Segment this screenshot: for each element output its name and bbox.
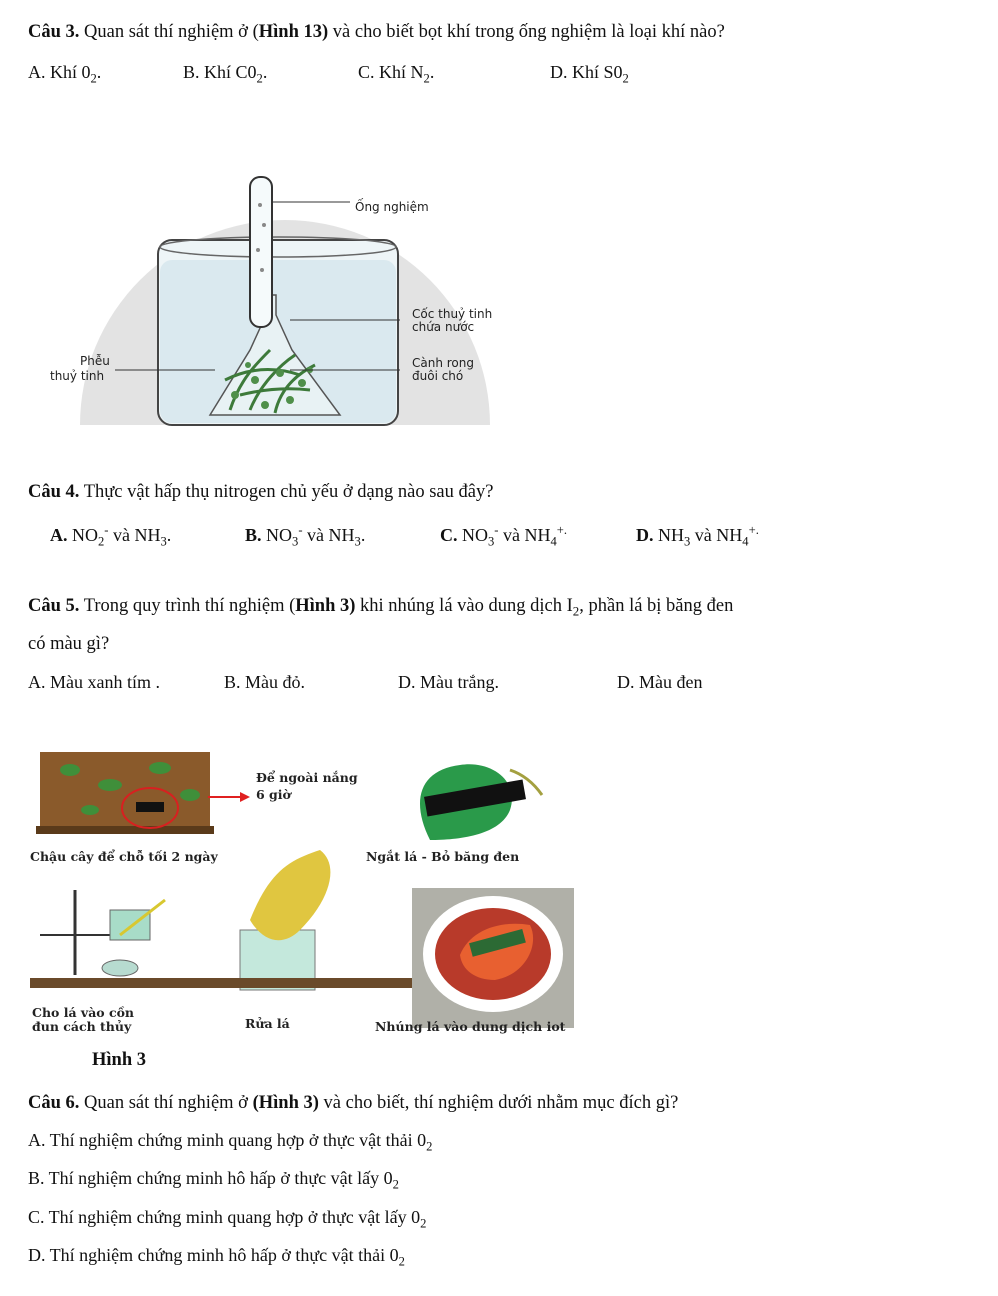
option-letter: D. — [550, 62, 568, 82]
option-d[interactable] — [550, 60, 629, 91]
option-tail: . — [96, 62, 102, 82]
figure-ref: Hình 3) — [295, 596, 356, 616]
question-text: Quan sát thí nghiệm ở — [79, 1093, 253, 1113]
formula: và NH — [302, 525, 355, 545]
option-text: C. Thí nghiệm chứng minh quang hợp ở thực vật lấy 0 — [28, 1207, 421, 1227]
question-text: Thực vật hấp thụ nitrogen chủ yếu ở dạng nào sau đây? — [79, 482, 494, 502]
pot-rim — [36, 826, 214, 834]
option-tail: . — [429, 62, 435, 82]
option-b[interactable] — [245, 518, 365, 554]
option-d[interactable]: D. Màu đen — [617, 672, 703, 692]
label-plant: Cành rong — [412, 356, 474, 370]
option-d[interactable] — [636, 518, 759, 554]
option-c[interactable] — [358, 60, 434, 91]
label-funnel: Phễu — [80, 354, 110, 368]
option-sub: 2 — [398, 1254, 405, 1269]
option-letter: D. — [636, 525, 654, 545]
formula-sub: 2 — [572, 603, 580, 619]
label-iodine: Nhúng lá vào dung dịch iot — [375, 1019, 566, 1034]
figure-caption: Hình 3 — [92, 1050, 146, 1070]
formula-sub: 4 — [742, 534, 749, 549]
bubble — [260, 268, 264, 272]
label-beaker: Cốc thuỷ tinh — [412, 307, 493, 321]
question-number: Câu 5. — [28, 596, 80, 616]
label-alcohol: đun cách thủy — [32, 1019, 132, 1034]
option-b[interactable] — [28, 1166, 399, 1197]
label-pot: Chậu cây để chỗ tối 2 ngày — [30, 849, 218, 864]
option-letter: A. — [50, 525, 68, 545]
label-wash: Rửa lá — [245, 1016, 290, 1031]
formula-sub: 3 — [488, 534, 495, 549]
option-c[interactable]: D. Màu trắng. — [398, 672, 499, 692]
formula-sub: 2 — [98, 534, 105, 549]
question-4 — [28, 480, 978, 504]
formula: và NH — [498, 525, 551, 545]
bubble — [262, 223, 266, 227]
question-text: và cho biết bọt khí trong ống nghiệm là loại khí nào? — [328, 22, 725, 42]
option-a[interactable]: A. Màu xanh tím . — [28, 672, 160, 692]
label-sunlight: Để ngoài nắng — [256, 770, 358, 785]
test-tube-icon — [250, 177, 272, 327]
formula: và NH — [108, 525, 161, 545]
label-funnel: thuỷ tinh — [50, 369, 105, 383]
option-d[interactable] — [28, 1243, 405, 1274]
bubble — [256, 248, 260, 252]
question-number: Câu 4. — [28, 482, 80, 502]
formula-sub: 3 — [354, 534, 361, 549]
option-sub: 2 — [392, 1177, 399, 1192]
formula-sup: +. — [556, 523, 568, 537]
formula: NO — [266, 525, 293, 545]
option-letter: B. — [245, 525, 262, 545]
option-a[interactable] — [28, 60, 101, 91]
arrow-head-icon — [240, 792, 250, 802]
question-number: Câu 3. — [28, 22, 80, 42]
formula-sup: - — [298, 523, 303, 537]
option-b[interactable] — [183, 60, 267, 91]
option-sub: 2 — [622, 71, 629, 86]
question-3 — [28, 20, 978, 44]
option-a[interactable] — [28, 1128, 432, 1159]
formula-sup: - — [104, 523, 109, 537]
table — [30, 978, 180, 988]
formula: NO — [72, 525, 98, 545]
formula-sub: 3 — [292, 534, 299, 549]
formula: NH — [658, 525, 684, 545]
option-sub: 2 — [423, 71, 430, 86]
label-sunlight: 6 giờ — [256, 787, 291, 802]
label-beaker: chứa nước — [412, 320, 475, 334]
formula-sup: +. — [748, 523, 759, 537]
leaf-experiment-diagram — [30, 740, 610, 1040]
table — [180, 978, 440, 988]
label-leaf: Ngắt lá - Bỏ băng đen — [366, 849, 520, 864]
figure-3 — [30, 740, 610, 1040]
option-text: A. Thí nghiệm chứng minh quang hợp ở thực vật thải 0 — [28, 1130, 427, 1150]
question-text: khi nhúng lá vào dung dịch I — [355, 596, 573, 616]
option-text: D. Thí nghiệm chứng minh hô hấp ở thực vật thải 0 — [28, 1245, 399, 1265]
option-text: Khí S0 — [572, 62, 623, 82]
burner-icon — [102, 960, 138, 976]
option-letter: C. — [440, 525, 458, 545]
option-text: B. Thí nghiệm chứng minh hô hấp ở thực vật lấy 0 — [28, 1168, 393, 1188]
formula-sup: - — [494, 523, 499, 537]
formula: NO — [462, 525, 488, 545]
figure-ref: (Hình 3) — [252, 1093, 319, 1113]
option-tail: . — [262, 62, 268, 82]
figure-ref: Hình 13) — [258, 22, 329, 42]
formula: và NH — [690, 525, 743, 545]
option-text: Khí N — [379, 62, 424, 82]
formula-tail: . — [360, 525, 366, 545]
option-c[interactable] — [440, 518, 567, 554]
black-tape — [136, 802, 164, 812]
bubble — [258, 203, 262, 207]
option-text: Khí 0 — [50, 62, 91, 82]
option-b[interactable]: B. Màu đỏ. — [224, 672, 305, 692]
option-letter: A. — [28, 62, 46, 82]
option-sub: 2 — [426, 1139, 433, 1154]
option-c[interactable] — [28, 1205, 426, 1236]
question-text: và cho biết, thí nghiệm dưới nhằm mục đích gì? — [318, 1093, 679, 1113]
option-sub: 2 — [420, 1216, 427, 1231]
formula-sub: 3 — [160, 534, 167, 549]
option-text: Khí C0 — [204, 62, 257, 82]
label-test-tube: Ống nghiệm — [355, 200, 429, 214]
formula-sub: 4 — [550, 534, 557, 549]
question-5 — [28, 594, 978, 624]
option-sub: 2 — [90, 71, 97, 86]
leaf-icon — [250, 850, 330, 940]
figure-13 — [40, 165, 520, 430]
question-text: Quan sát thí nghiệm ở ( — [84, 22, 259, 42]
option-letter: B. — [183, 62, 200, 82]
label-alcohol: Cho lá vào cồn — [32, 1005, 135, 1020]
label-plant: đuôi chó — [412, 369, 464, 383]
formula-tail: . — [166, 525, 172, 545]
question-text: , phần lá bị băng đen — [579, 596, 734, 616]
experiment-diagram — [40, 165, 520, 430]
question-6 — [28, 1091, 978, 1115]
formula-sub: 3 — [684, 534, 691, 549]
option-letter: C. — [358, 62, 375, 82]
question-text: có màu gì? — [28, 634, 110, 654]
option-a[interactable] — [50, 518, 171, 554]
question-text: Trong quy trình thí nghiệm ( — [79, 596, 296, 616]
option-sub: 2 — [256, 71, 263, 86]
question-number: Câu 6. — [28, 1093, 80, 1113]
